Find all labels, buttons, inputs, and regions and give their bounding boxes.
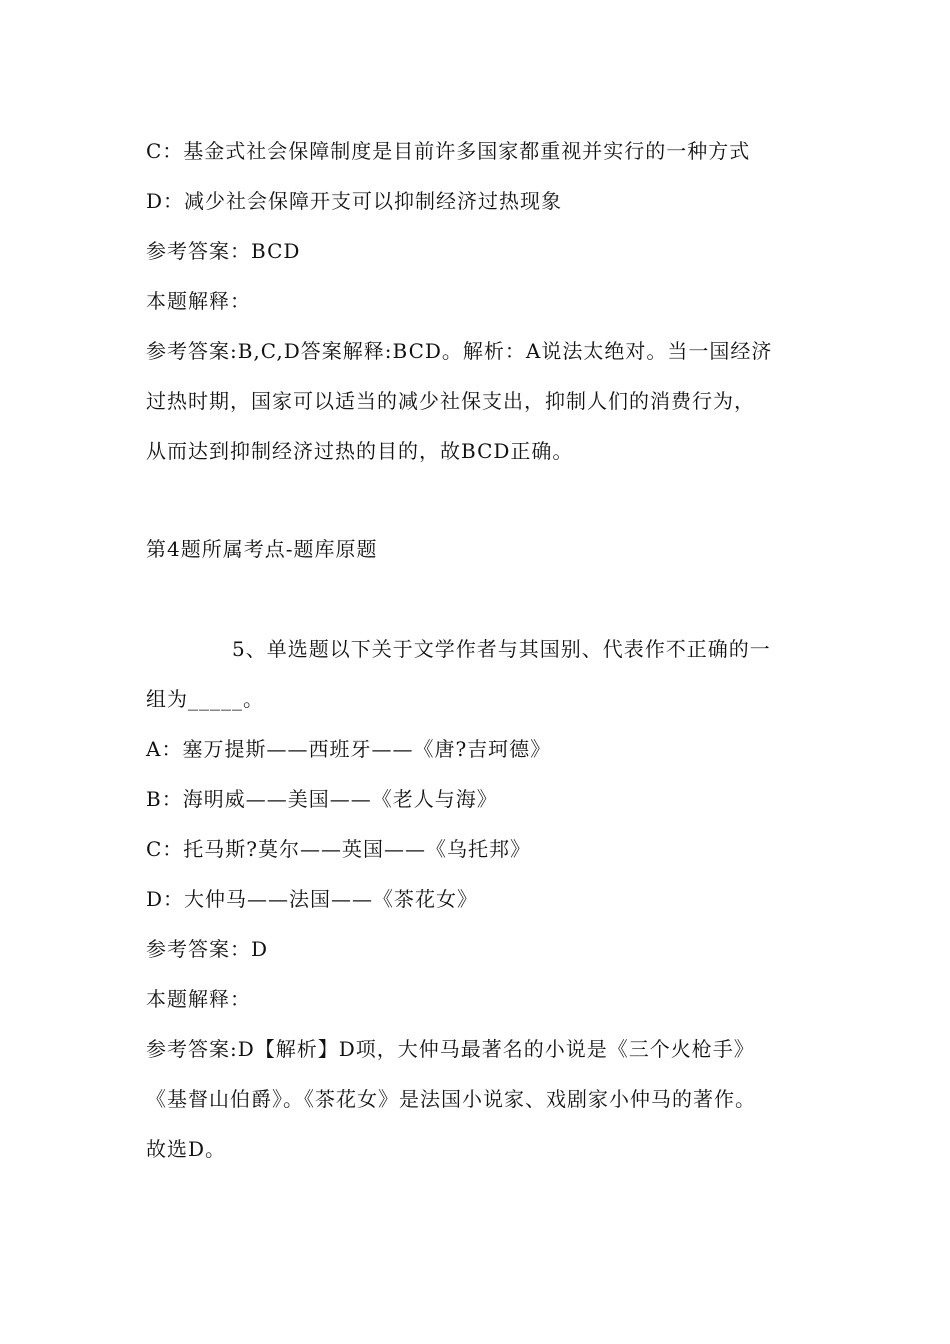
q4-topic: 第4题所属考点-题库原题	[146, 537, 378, 561]
q3-option-c: C：基金式社会保障制度是目前许多国家都重视并实行的一种方式	[146, 139, 751, 163]
q3-explanation-line: 过热时期，国家可以适当的减少社保支出，抑制人们的消费行为，	[146, 389, 755, 413]
q5-option-a: A：塞万提斯——西班牙——《唐?吉珂德》	[146, 737, 552, 761]
q5-option-b: B：海明威——美国——《老人与海》	[146, 787, 498, 811]
q3-explanation-line: 参考答案:B,C,D答案解释:BCD。解析：A说法太绝对。当一国经济	[146, 339, 773, 363]
q3-answer: 参考答案：BCD	[146, 239, 301, 263]
q5-option-c: C：托马斯?莫尔——英国——《乌托邦》	[146, 837, 532, 861]
q5-explanation-label: 本题解释：	[146, 987, 251, 1011]
q3-explanation-label: 本题解释：	[146, 289, 251, 313]
q5-question-line: 组为_____。	[146, 687, 264, 711]
q5-answer: 参考答案：D	[146, 937, 269, 961]
q5-question-line: 5、单选题以下关于文学作者与其国别、代表作不正确的一	[232, 637, 771, 661]
q5-explanation-line: 故选D。	[146, 1137, 227, 1161]
q5-option-d: D：大仲马——法国——《茶花女》	[146, 887, 479, 911]
q5-explanation-line: 《基督山伯爵》。《茶花女》是法国小说家、戏剧家小仲马的著作。	[146, 1087, 756, 1111]
q3-option-d: D：减少社会保障开支可以抑制经济过热现象	[146, 189, 563, 213]
q5-explanation-line: 参考答案:D【解析】D项，大仲马最著名的小说是《三个火枪手》	[146, 1037, 755, 1061]
q3-explanation-line: 从而达到抑制经济过热的目的，故BCD正确。	[146, 439, 574, 463]
